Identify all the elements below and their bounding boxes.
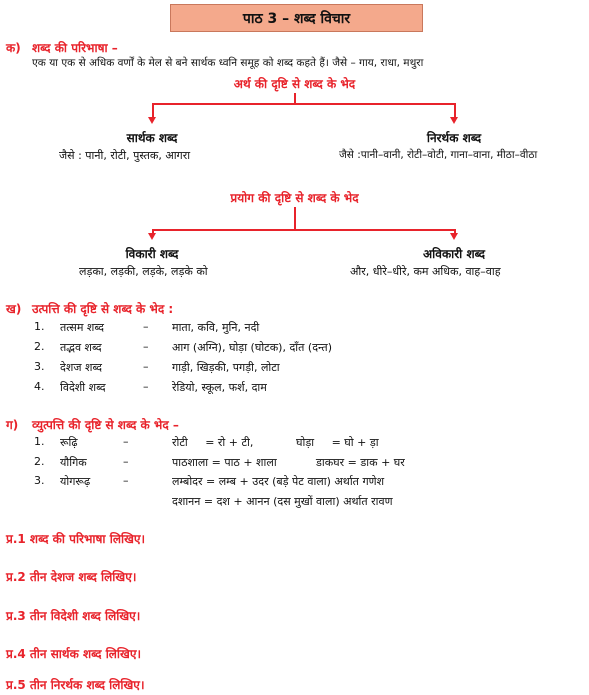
tree2-stem [294,207,296,229]
ga-item-num: 2. [34,455,45,468]
tree2-branch [152,229,455,231]
ga-item-dash: – [123,455,129,468]
kha-item-name: तत्सम शब्द [60,321,104,334]
tree1-branch [152,103,455,105]
tree1-left-line [152,103,154,118]
tree1-right-line [454,103,456,118]
kha-item-name: तद्भव शब्द [60,341,102,354]
ga-extra-example: दशानन = दश + आनन (दस मुखों वाला) अर्थात रावण [172,495,393,508]
tree1-left-examples: जैसे : पानी, रोटी, पुस्तक, आगरा [59,149,191,162]
tree1-right-examples: जैसे :पानी–वानी, रोटी–वोटी, गाना–वाना, मीठा–वीठा [339,149,538,161]
section-ga-marker: ग) [6,418,19,432]
tree1-right-arrow-icon [450,117,458,124]
tree2-left-examples: लड़का, लड़की, लड़के, लड़के को [79,265,208,278]
ga-item-example-2: घोड़ा = घो + ड़ा [296,436,379,449]
ga-item-num: 1. [34,435,45,448]
kha-item-name: विदेशी शब्द [60,381,106,394]
question-2: प्र.2 तीन देशज शब्द लिखिए। [6,570,137,584]
kha-item-dash: – [143,380,149,393]
tree1-left-arrow-icon [148,117,156,124]
section-ga-heading: व्युत्पत्ति की दृष्टि से शब्द के भेद – [32,418,179,432]
ga-item-name: यौगिक [60,456,87,469]
question-1: प्र.1 शब्द की परिभाषा लिखिए। [6,532,146,546]
tree2-right-title: अविकारी शब्द [423,247,485,261]
tree2-right-arrow-icon [450,233,458,240]
kha-item-num: 1. [34,320,45,333]
tree1-heading: अर्थ की दृष्टि से शब्द के भेद [233,77,356,91]
ga-item-name: योगरूढ़ [60,475,91,488]
kha-item-examples: माता, कवि, मुनि, नदी [172,321,260,334]
kha-item-num: 2. [34,340,45,353]
tree1-stem [294,93,296,103]
question-4: प्र.4 तीन सार्थक शब्द लिखिए। [6,647,142,661]
tree2-heading: प्रयोग की दृष्टि से शब्द के भेद [230,191,359,205]
ga-item-dash: – [123,474,129,487]
section-kha-heading: उत्पत्ति की दृष्टि से शब्द के भेद : [32,302,174,316]
tree2-right-examples: और, धीरे–धीरे, कम अधिक, वाह–वाह [350,265,501,278]
kha-item-name: देशज शब्द [60,361,102,374]
kha-item-dash: – [143,320,149,333]
ga-item-name: रूढ़ि [60,436,78,449]
kha-item-num: 4. [34,380,45,393]
ga-item-num: 3. [34,474,45,487]
tree2-left-title: विकारी शब्द [125,247,179,261]
question-5: प्र.5 तीन निरर्थक शब्द लिखिए। [6,678,145,692]
section-kha-marker: ख) [6,302,22,316]
kha-item-examples: आग (अग्नि), घोड़ा (घोटक), दाँत (दन्त) [172,341,332,354]
question-3: प्र.3 तीन विदेशी शब्द लिखिए। [6,609,141,623]
ga-item-example-2: डाकघर = डाक + घर [316,456,405,469]
kha-item-examples: गाड़ी, खिड़की, पगड़ी, लोटा [172,361,280,374]
section-ka-marker: क) [6,41,21,55]
definition-text: एक या एक से अधिक वर्णों के मेल से बने सार्थक ध्वनि समूह को शब्द कहते हैं। जैसे – गाय, राधा, मथुरा [32,57,424,69]
ga-item-example-1: पाठशाला = पाठ + शाला [172,456,277,469]
kha-item-dash: – [143,340,149,353]
page-title [170,4,423,32]
page-title-text: पाठ 3 – शब्द विचार [242,10,351,27]
kha-item-num: 3. [34,360,45,373]
tree2-left-arrow-icon [148,233,156,240]
kha-item-examples: रेडियो, स्कूल, फर्श, दाम [172,381,267,394]
tree1-left-title: सार्थक शब्द [126,131,178,145]
section-ka-heading: शब्द की परिभाषा – [32,41,118,55]
ga-item-example-1: रोटी = रो + टी, [172,436,254,449]
ga-item-dash: – [123,435,129,448]
tree1-right-title: निरर्थक शब्द [426,131,482,145]
kha-item-dash: – [143,360,149,373]
ga-item-example-1: लम्बोदर = लम्ब + उदर (बड़े पेट वाला) अर्थात गणेश [172,475,385,488]
